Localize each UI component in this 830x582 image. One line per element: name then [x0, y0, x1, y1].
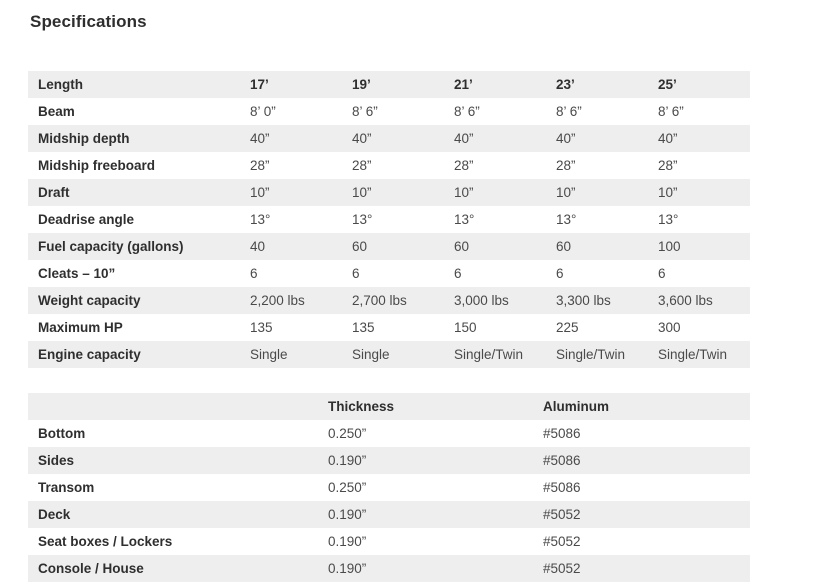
row-value: 28” — [444, 152, 546, 179]
row-value: 40” — [240, 125, 342, 152]
row-value: 40 — [240, 233, 342, 260]
row-label: Sides — [28, 447, 318, 474]
row-aluminum: #5052 — [533, 555, 750, 582]
row-value: 28” — [546, 152, 648, 179]
row-value: 40” — [648, 125, 750, 152]
column-header-aluminum: Aluminum — [533, 393, 750, 420]
table-header-row — [28, 71, 750, 98]
row-thickness: 0.190” — [318, 447, 533, 474]
table-row — [28, 474, 750, 501]
column-header-23: 23’ — [546, 71, 648, 98]
row-thickness: 0.190” — [318, 555, 533, 582]
row-value: 10” — [546, 179, 648, 206]
row-aluminum: #5086 — [533, 474, 750, 501]
row-value: 13° — [240, 206, 342, 233]
table-row — [28, 125, 750, 152]
row-value: 8’ 6” — [342, 98, 444, 125]
table-row — [28, 341, 750, 368]
row-value: 6 — [342, 260, 444, 287]
row-label: Weight capacity — [28, 287, 240, 314]
row-aluminum: #5086 — [533, 447, 750, 474]
table-row — [28, 260, 750, 287]
row-aluminum: #5086 — [533, 420, 750, 447]
row-value: 10” — [648, 179, 750, 206]
table-row — [28, 447, 750, 474]
table-header-row — [28, 393, 750, 420]
row-value: 6 — [546, 260, 648, 287]
row-thickness: 0.190” — [318, 528, 533, 555]
row-value: 40” — [546, 125, 648, 152]
row-value: 6 — [444, 260, 546, 287]
row-value: 8’ 6” — [546, 98, 648, 125]
row-label: Seat boxes / Lockers — [28, 528, 318, 555]
row-value: 10” — [240, 179, 342, 206]
row-value: Single/Twin — [546, 341, 648, 368]
material-table — [28, 393, 750, 582]
column-header-17: 17’ — [240, 71, 342, 98]
row-value: 10” — [342, 179, 444, 206]
page-title: Specifications — [30, 12, 147, 31]
row-label: Engine capacity — [28, 341, 240, 368]
row-value: 6 — [648, 260, 750, 287]
row-value: 3,300 lbs — [546, 287, 648, 314]
row-thickness: 0.250” — [318, 474, 533, 501]
row-value: 40” — [444, 125, 546, 152]
column-header-21: 21’ — [444, 71, 546, 98]
row-value: 150 — [444, 314, 546, 341]
row-value: 13° — [444, 206, 546, 233]
row-value: 28” — [240, 152, 342, 179]
row-label: Deck — [28, 501, 318, 528]
row-label: Transom — [28, 474, 318, 501]
row-value: 13° — [648, 206, 750, 233]
row-aluminum: #5052 — [533, 528, 750, 555]
table-row — [28, 555, 750, 582]
row-value: 3,600 lbs — [648, 287, 750, 314]
table-row — [28, 528, 750, 555]
row-value: 300 — [648, 314, 750, 341]
table-row — [28, 233, 750, 260]
table-row — [28, 152, 750, 179]
row-label: Deadrise angle — [28, 206, 240, 233]
table-row — [28, 420, 750, 447]
row-value: 135 — [240, 314, 342, 341]
row-value: 60 — [546, 233, 648, 260]
row-value: 135 — [342, 314, 444, 341]
row-label: Fuel capacity (gallons) — [28, 233, 240, 260]
row-value: 8’ 0” — [240, 98, 342, 125]
row-value: Single/Twin — [444, 341, 546, 368]
column-header-blank — [28, 393, 318, 420]
table-row — [28, 206, 750, 233]
table-row — [28, 287, 750, 314]
row-label: Midship depth — [28, 125, 240, 152]
row-value: 13° — [342, 206, 444, 233]
row-value: 28” — [648, 152, 750, 179]
row-value: 2,200 lbs — [240, 287, 342, 314]
table-row — [28, 501, 750, 528]
row-label: Maximum HP — [28, 314, 240, 341]
row-value: 10” — [444, 179, 546, 206]
row-label: Draft — [28, 179, 240, 206]
table-row — [28, 314, 750, 341]
row-value: Single — [240, 341, 342, 368]
row-value: 2,700 lbs — [342, 287, 444, 314]
row-thickness: 0.250” — [318, 420, 533, 447]
row-value: 6 — [240, 260, 342, 287]
row-value: 60 — [444, 233, 546, 260]
row-value: 3,000 lbs — [444, 287, 546, 314]
row-value: 40” — [342, 125, 444, 152]
row-value: 60 — [342, 233, 444, 260]
row-label: Cleats – 10” — [28, 260, 240, 287]
column-header-thickness: Thickness — [318, 393, 533, 420]
row-value: 8’ 6” — [444, 98, 546, 125]
table-row — [28, 98, 750, 125]
row-value: 100 — [648, 233, 750, 260]
row-value: 28” — [342, 152, 444, 179]
row-label: Console / House — [28, 555, 318, 582]
column-header-25: 25’ — [648, 71, 750, 98]
row-label: Beam — [28, 98, 240, 125]
column-header-19: 19’ — [342, 71, 444, 98]
row-value: 8’ 6” — [648, 98, 750, 125]
row-value: Single/Twin — [648, 341, 750, 368]
row-label: Midship freeboard — [28, 152, 240, 179]
row-value: Single — [342, 341, 444, 368]
row-aluminum: #5052 — [533, 501, 750, 528]
specifications-page — [0, 12, 830, 582]
specifications-table — [28, 71, 750, 368]
row-value: 13° — [546, 206, 648, 233]
row-label: Bottom — [28, 420, 318, 447]
row-thickness: 0.190” — [318, 501, 533, 528]
row-value: 225 — [546, 314, 648, 341]
column-header-length: Length — [28, 71, 240, 98]
table-row — [28, 179, 750, 206]
